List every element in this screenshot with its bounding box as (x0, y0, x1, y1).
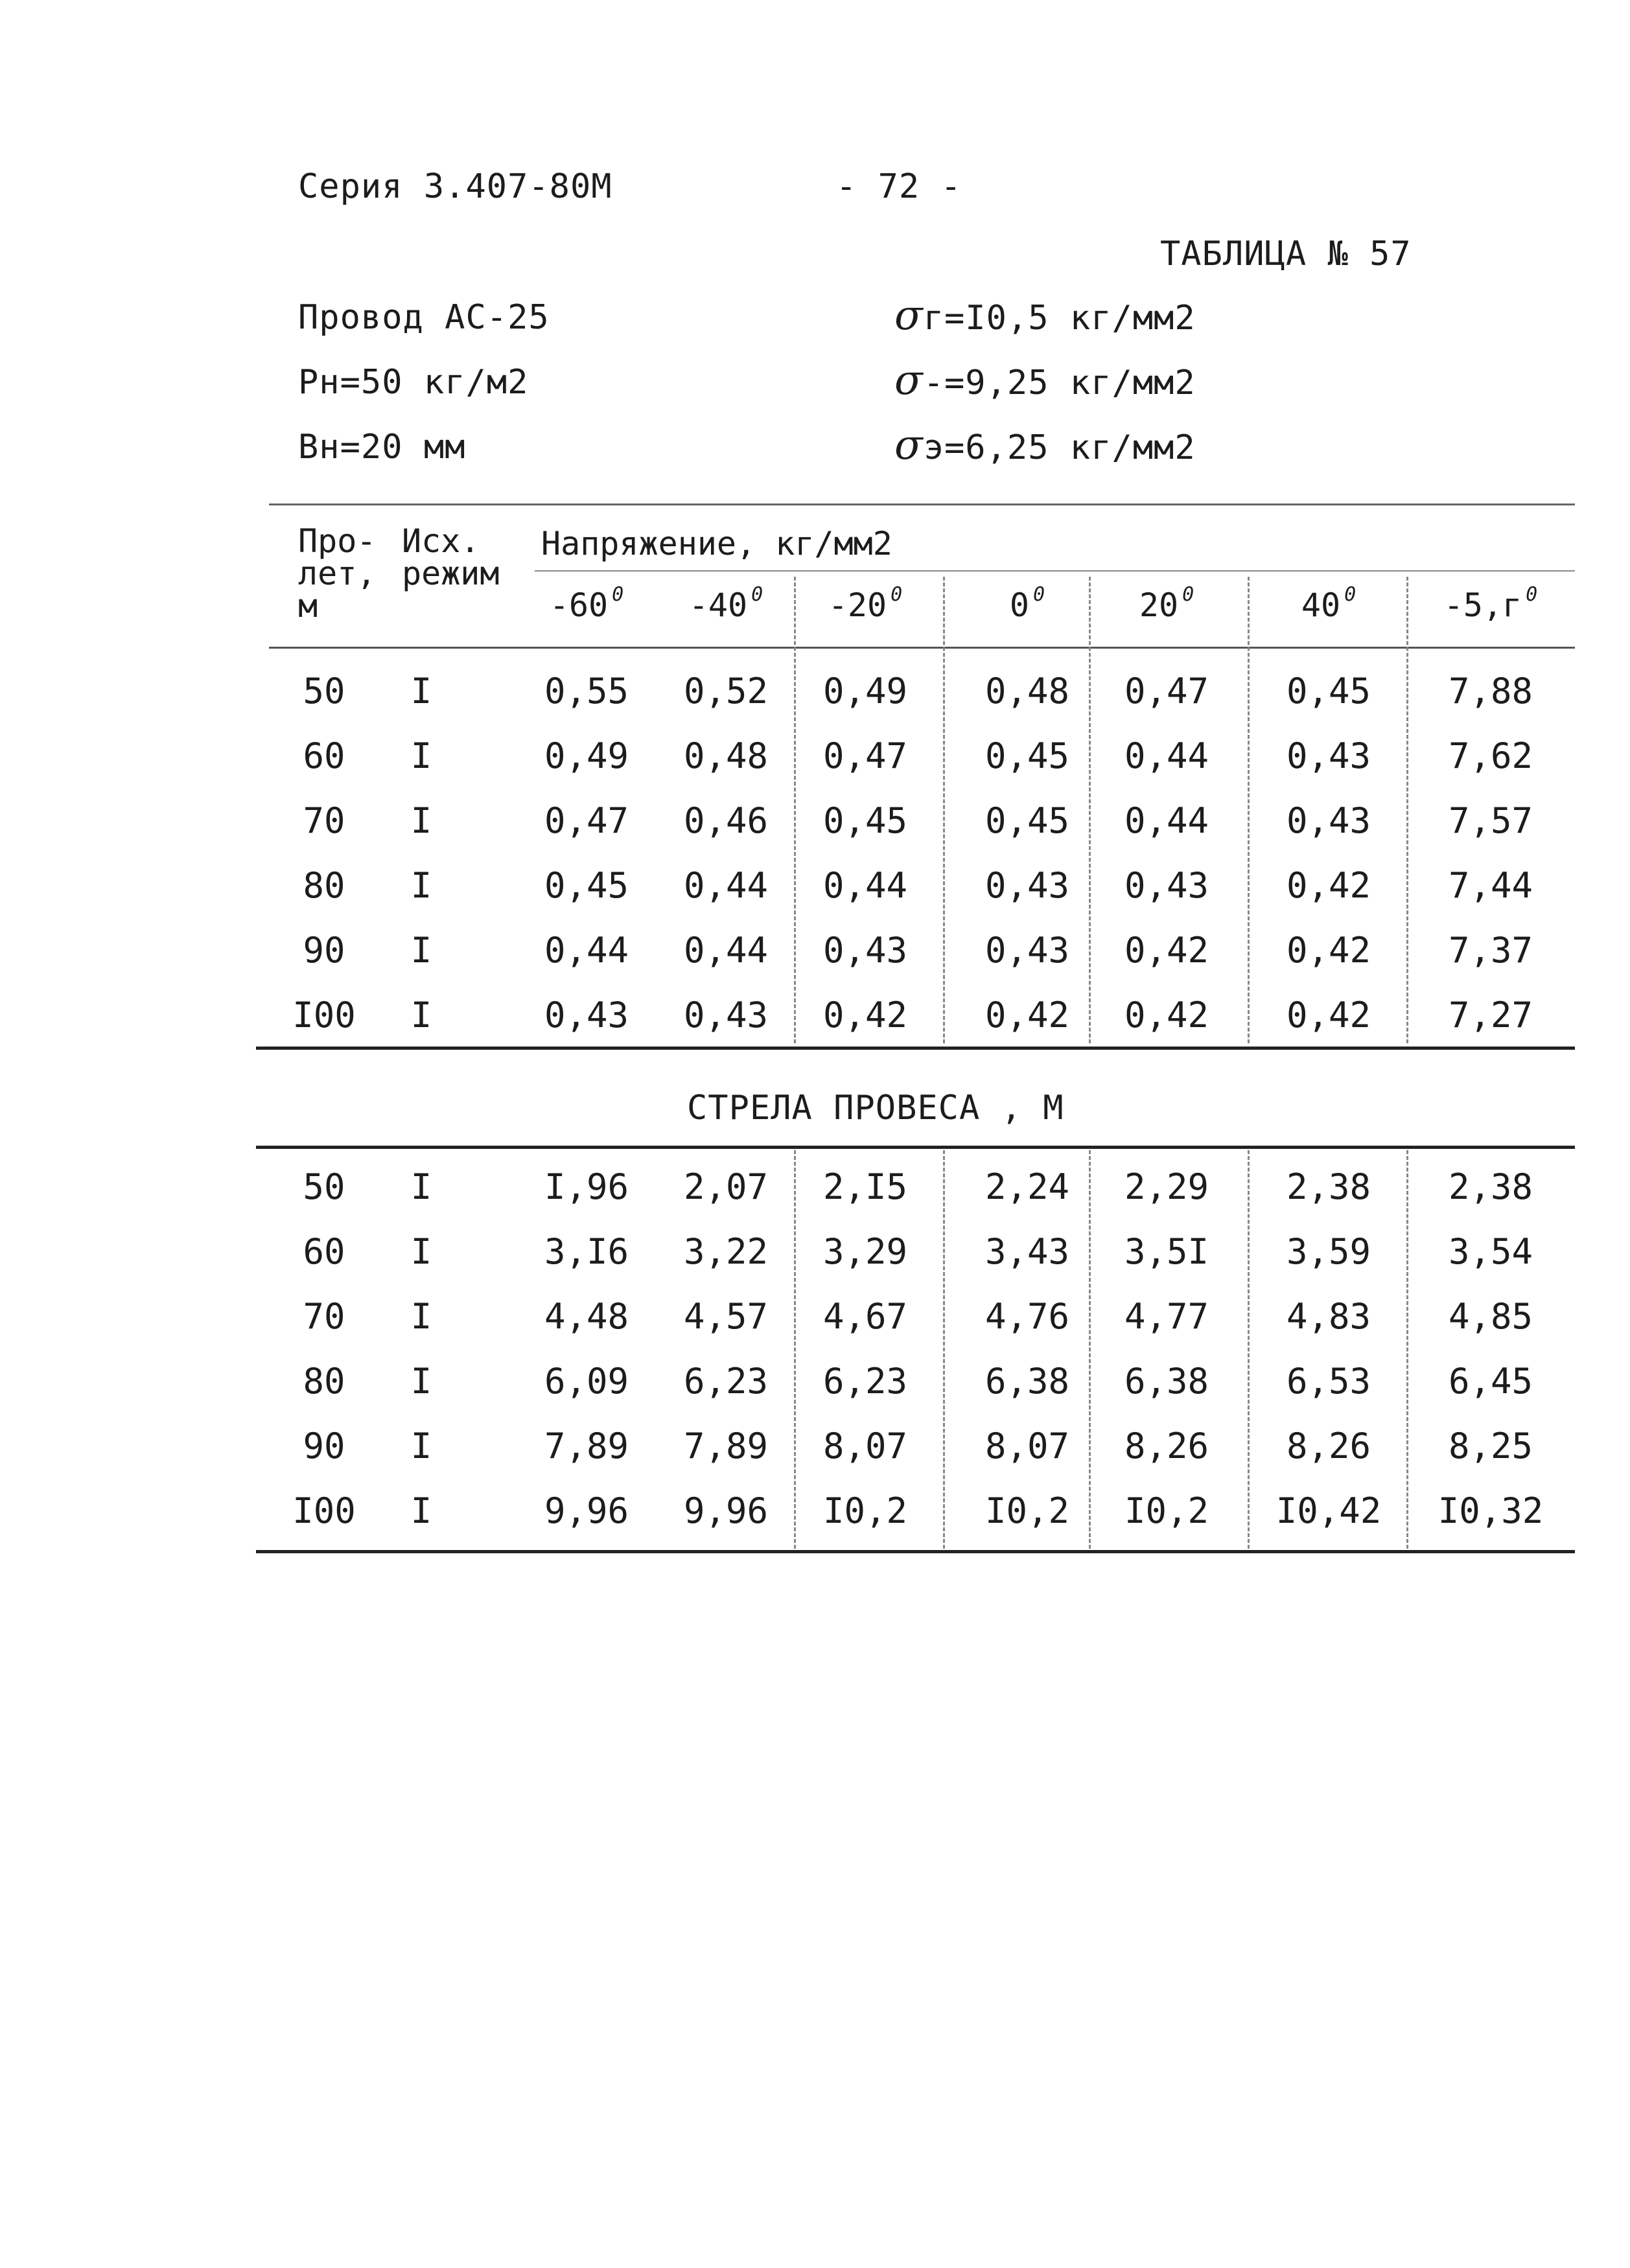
sag-cell: 7,89 (544, 1426, 629, 1466)
column-separator (1089, 1150, 1091, 1549)
stress-cell: 0,43 (1286, 800, 1371, 841)
stress-mode-1: I (410, 735, 432, 776)
stress-cell: 0,55 (544, 671, 629, 712)
stress-cell: 0,42 (822, 995, 908, 1036)
stress-cell: 0,42 (1286, 930, 1371, 971)
sag-cell: 9,96 (544, 1490, 629, 1531)
stress-cell: 7,88 (1448, 671, 1533, 712)
stress-cell: 7,27 (1448, 995, 1533, 1036)
sag-mode-5: I (410, 1490, 432, 1531)
sag-cell: 7,89 (683, 1426, 769, 1466)
stress-cell: 0,42 (1124, 930, 1209, 971)
sigma-symbol: σ (894, 421, 924, 469)
stress-cell: 0,48 (984, 671, 1070, 712)
temp-header-4 (1099, 583, 1235, 624)
stress-mode-2: I (410, 800, 432, 841)
stress-group-header: Напряжение, кг/мм2 (541, 525, 892, 562)
temp-value: 0 (1009, 586, 1030, 624)
stress-cell: 7,57 (1448, 800, 1533, 841)
mode-column-header: Исх. режим (402, 522, 500, 592)
stress-cell: 0,44 (544, 930, 629, 971)
column-separator (794, 577, 796, 1043)
stress-cell: 0,42 (1286, 995, 1371, 1036)
stress-cell: 0,49 (822, 671, 908, 712)
stress-cell: 7,44 (1448, 865, 1533, 906)
sag-span-3: 80 (303, 1361, 345, 1402)
stress-span-4: 90 (303, 930, 345, 971)
sag-cell: 4,67 (822, 1296, 908, 1337)
sag-cell: 2,24 (984, 1166, 1070, 1207)
stress-cell: 0,45 (822, 800, 908, 841)
stress-cell: 0,44 (683, 930, 769, 971)
degree-mark: 0 (1526, 583, 1538, 607)
degree-mark: 0 (1033, 583, 1045, 607)
sag-section-title: СТРЕЛА ПРОВЕСА , М (687, 1089, 1064, 1128)
sag-cell: 4,57 (683, 1296, 769, 1337)
sag-cell: 3,5I (1124, 1231, 1209, 1272)
sag-cell: I0,2 (822, 1490, 908, 1531)
sag-cell: I0,32 (1438, 1490, 1544, 1531)
stress-cell: 0,46 (683, 800, 769, 841)
span-column-header: Про- лет, м (298, 522, 377, 625)
sag-span-1: 60 (303, 1231, 345, 1272)
sag-mode-2: I (410, 1296, 432, 1337)
temp-value: -40 (688, 586, 748, 624)
sag-cell: 8,07 (984, 1426, 1070, 1466)
sag-cell: 8,26 (1286, 1426, 1371, 1466)
stress-bottom-rule (256, 1047, 1575, 1050)
sag-cell: 2,I5 (822, 1166, 908, 1207)
sag-span-5: I00 (292, 1490, 356, 1531)
sigma-max-param (894, 292, 1196, 340)
sag-cell: 2,29 (1124, 1166, 1209, 1207)
stress-span-0: 50 (303, 671, 345, 712)
sag-cell: 4,85 (1448, 1296, 1533, 1337)
temp-value: 40 (1301, 586, 1341, 624)
page-number: - 72 - (836, 167, 962, 206)
temp-value: -60 (549, 586, 609, 624)
column-separator (1406, 1150, 1408, 1549)
sag-cell: 3,I6 (544, 1231, 629, 1272)
temp-header-0 (518, 583, 655, 624)
sag-cell: 6,38 (1124, 1361, 1209, 1402)
sag-cell: 4,83 (1286, 1296, 1371, 1337)
sag-cell: 4,77 (1124, 1296, 1209, 1337)
temp-header-1 (658, 583, 794, 624)
sag-cell: 4,76 (984, 1296, 1070, 1337)
stress-cell: 0,44 (1124, 800, 1209, 841)
column-separator (1406, 577, 1408, 1043)
sag-cell: 2,38 (1286, 1166, 1371, 1207)
sag-span-0: 50 (303, 1166, 345, 1207)
series-label: Серия 3.407-80М (298, 167, 612, 206)
stress-mode-4: I (410, 930, 432, 971)
temp-header-2 (797, 583, 933, 624)
column-separator (1089, 577, 1091, 1043)
sag-cell: 6,38 (984, 1361, 1070, 1402)
sag-cell: I,96 (544, 1166, 629, 1207)
sag-cell: 9,96 (683, 1490, 769, 1531)
degree-mark: 0 (1182, 583, 1194, 607)
stress-mode-0: I (410, 671, 432, 712)
stress-cell: 0,47 (1124, 671, 1209, 712)
temp-value: 20 (1139, 586, 1179, 624)
stress-cell: 0,43 (984, 865, 1070, 906)
degree-mark: 0 (1344, 583, 1356, 607)
degree-mark: 0 (612, 583, 624, 607)
stress-cell: 0,44 (822, 865, 908, 906)
sag-cell: 3,43 (984, 1231, 1070, 1272)
stress-cell: 0,43 (544, 995, 629, 1036)
sag-span-2: 70 (303, 1296, 345, 1337)
stress-mode-3: I (410, 865, 432, 906)
column-separator (943, 577, 945, 1043)
sag-cell: 8,25 (1448, 1426, 1533, 1466)
stress-cell: 0,42 (1286, 865, 1371, 906)
wind-pressure: Рн=50 кг/м2 (298, 363, 529, 402)
stress-cell: 0,42 (1124, 995, 1209, 1036)
stress-span-3: 80 (303, 865, 345, 906)
column-separator (943, 1150, 945, 1549)
sag-span-4: 90 (303, 1426, 345, 1466)
sigma-max-value: г=I0,5 кг/мм2 (923, 299, 1196, 338)
sag-mode-1: I (410, 1231, 432, 1272)
column-separator (794, 1150, 796, 1549)
stress-cell: 0,49 (544, 735, 629, 776)
temp-header-3 (959, 583, 1095, 624)
stress-cell: 7,62 (1448, 735, 1533, 776)
stress-cell: 0,45 (1286, 671, 1371, 712)
stress-cell: 0,43 (822, 930, 908, 971)
sag-cell: 6,09 (544, 1361, 629, 1402)
column-separator (1248, 577, 1250, 1043)
stress-cell: 0,48 (683, 735, 769, 776)
stress-cell: 0,44 (683, 865, 769, 906)
ice-thickness: Вн=20 мм (298, 428, 466, 467)
sag-cell: 2,07 (683, 1166, 769, 1207)
temp-header-6 (1423, 583, 1559, 624)
temp-value: -5,г (1443, 586, 1522, 624)
stress-span-5: I00 (292, 995, 356, 1036)
temp-header-rule (535, 570, 1575, 572)
header-bottom-rule (269, 647, 1575, 649)
sag-mode-0: I (410, 1166, 432, 1207)
sag-mode-4: I (410, 1426, 432, 1466)
sigma-e-value: э=6,25 кг/мм2 (923, 428, 1196, 467)
sigma-avg-param (894, 356, 1196, 404)
sag-cell: 4,48 (544, 1296, 629, 1337)
stress-cell: 0,47 (822, 735, 908, 776)
degree-mark: 0 (751, 583, 763, 607)
sag-cell: 6,23 (683, 1361, 769, 1402)
sag-cell: 8,26 (1124, 1426, 1209, 1466)
sag-cell: 6,45 (1448, 1361, 1533, 1402)
stress-cell: 0,52 (683, 671, 769, 712)
sag-cell: 6,23 (822, 1361, 908, 1402)
sag-cell: 8,07 (822, 1426, 908, 1466)
stress-cell: 0,45 (984, 800, 1070, 841)
sigma-symbol: σ (894, 356, 924, 404)
stress-cell: 0,45 (984, 735, 1070, 776)
sigma-symbol: σ (894, 292, 924, 340)
sag-cell: 6,53 (1286, 1361, 1371, 1402)
sag-cell: 3,59 (1286, 1231, 1371, 1272)
table-top-rule (269, 503, 1575, 505)
wire-type: Провод АС-25 (298, 298, 550, 337)
stress-cell: 0,43 (683, 995, 769, 1036)
temp-value: -20 (828, 586, 887, 624)
temp-header-5 (1261, 583, 1397, 624)
stress-cell: 7,37 (1448, 930, 1533, 971)
stress-cell: 0,42 (984, 995, 1070, 1036)
table-number: ТАБЛИЦА № 57 (1160, 235, 1412, 273)
sag-top-rule (256, 1146, 1575, 1149)
sag-cell: I0,42 (1275, 1490, 1382, 1531)
sag-cell: 3,29 (822, 1231, 908, 1272)
stress-span-2: 70 (303, 800, 345, 841)
stress-cell: 0,45 (544, 865, 629, 906)
sag-cell: 2,38 (1448, 1166, 1533, 1207)
column-separator (1248, 1150, 1250, 1549)
stress-cell: 0,43 (984, 930, 1070, 971)
sigma-e-param (894, 421, 1196, 469)
stress-mode-5: I (410, 995, 432, 1036)
stress-span-1: 60 (303, 735, 345, 776)
sag-cell: 3,22 (683, 1231, 769, 1272)
sag-cell: I0,2 (1124, 1490, 1209, 1531)
sag-cell: I0,2 (984, 1490, 1070, 1531)
sag-mode-3: I (410, 1361, 432, 1402)
stress-cell: 0,43 (1286, 735, 1371, 776)
sigma-avg-value: -=9,25 кг/мм2 (923, 364, 1196, 402)
stress-cell: 0,43 (1124, 865, 1209, 906)
stress-cell: 0,44 (1124, 735, 1209, 776)
table-bottom-rule (256, 1550, 1575, 1553)
stress-cell: 0,47 (544, 800, 629, 841)
degree-mark: 0 (891, 583, 903, 607)
sag-cell: 3,54 (1448, 1231, 1533, 1272)
